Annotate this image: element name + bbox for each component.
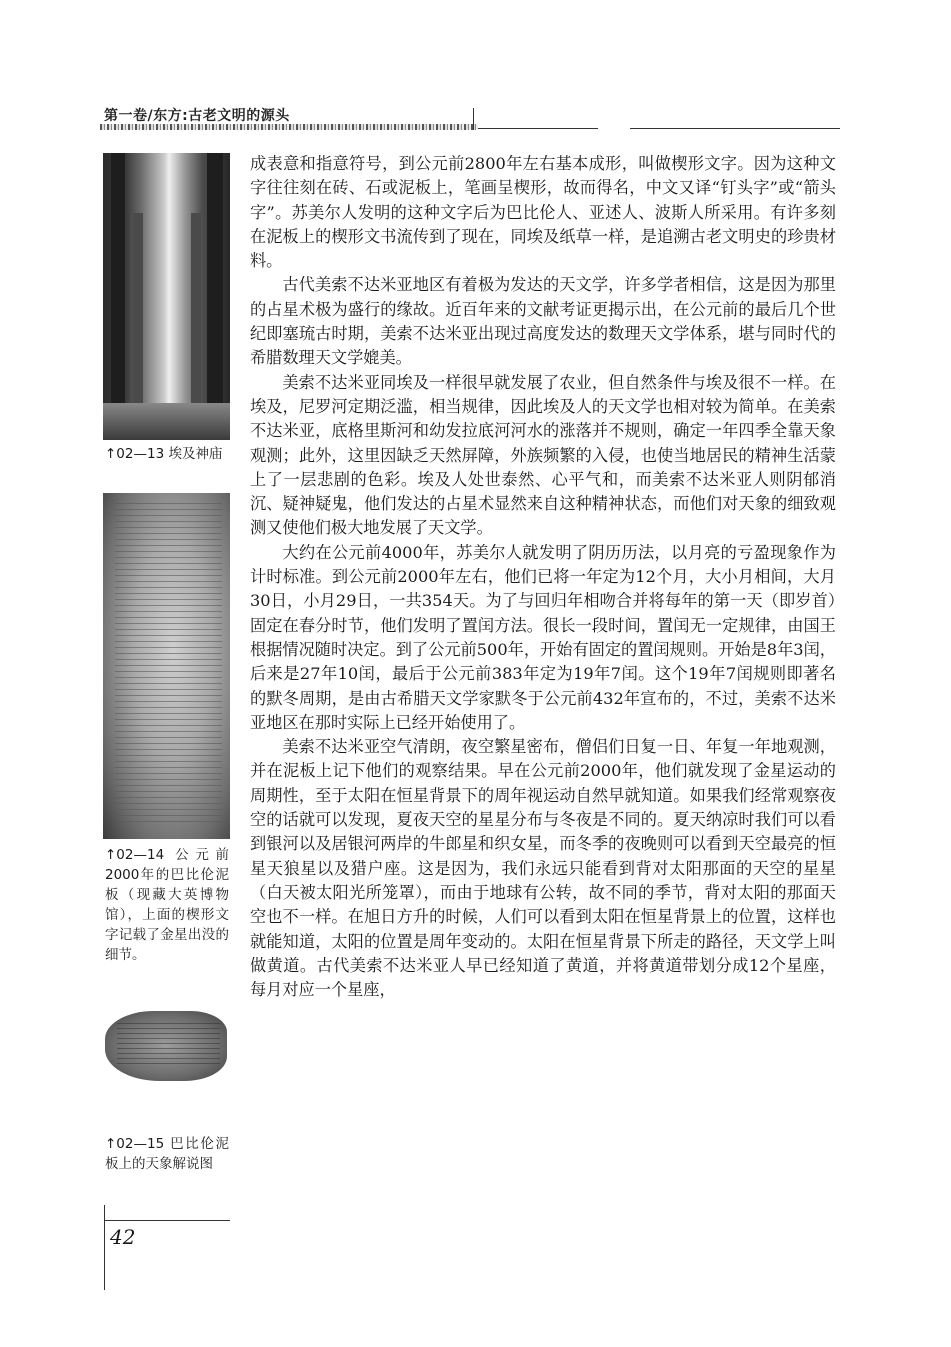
running-header-title: 第一卷/东方:古老文明的源头 — [104, 108, 290, 124]
footer-rule — [104, 1220, 230, 1221]
paragraph: 大约在公元前4000年，苏美尔人就发明了阴历历法，以月亮的亏盈现象作为计时标准。到公元前2000年左右，他们已将一年定为12个月，大小月相间，大月30日，小月29日，一共354天。为了与回归年相吻合并将每年的第一天（即岁首）固定在春分时节，他们发明了置闰方法。很长一段时间，置闰无一定规律，由国王根据情况随时决定。到了公元前500年，开始有固定的置闰规则。开始是8年3闰，后来是27年10闰，最后于公元前383年定为19年7闰。这个19年7闰规则即著名的默冬周期，是由古希腊天文学家默冬于公元前432年宣布的，不过，美索不达米亚地区在那时实际上已经开始使用了。 — [250, 542, 836, 732]
header-rule — [478, 128, 598, 129]
paragraph: 古代美索不达米亚地区有着极为发达的天文学，许多学者相信，这是因为那里的占星术极为盛行的缘故。近百年来的文献考证更揭示出，在公元前的最后几个世纪即塞琉古时期，美索不达米亚出现过高度发达的数理天文学体系，堪与同时代的希腊数理天文学媲美。 — [250, 275, 836, 368]
figure-babylonian-tablet-photo — [103, 493, 230, 839]
footer-vertical-rule — [104, 1205, 105, 1290]
header-divider-tick — [473, 108, 474, 130]
paragraph: 美索不达米亚空气清朗，夜空繁星密布，僧侣们日复一日、年复一年地观测，并在泥板上记下他们的观察结果。早在公元前2000年，他们就发现了金星运动的周期性，至于太阳在恒星背景下的周年视运动自然早就知道。如果我们经常观察夜空的话就可以发现，夏夜天空的星星分布与冬夜是不同的。夏天纳凉时我们可以看到银河以及居银河两岸的牛郎星和织女星，而冬季的夜晚则可以看到天空最亮的恒星天狼星以及猎户座。这是因为，我们永远只能看到背对太阳那面的天空的星星（白天被太阳光所笼罩），而由于地球有公转，故不同的季节，背对太阳的那面天空也不一样。在旭日方升的时候，人们可以看到太阳在恒星背景上的位置，这样也就能知道，太阳的位置是周年变动的。太阳在恒星背景下所走的路径，天文学上叫做黄道。古代美索不达米亚人早已经知道了黄道，并将黄道带划分成12个星座，每月对应一个星座， — [250, 737, 836, 1000]
body-text — [250, 152, 836, 1002]
figure-caption-3: ↑02—15 巴比伦泥板上的天象解说图 — [105, 1136, 229, 1172]
header-decorative-band — [100, 124, 478, 130]
figure-astronomy-tablet-photo — [103, 1003, 230, 1093]
figure-caption-2: ↑02—14 公元前2000年的巴比伦泥板（现藏大英博物馆），上面的楔形文字记载了金星出没的细节。 — [105, 847, 229, 963]
figure-caption-1: ↑02—13 埃及神庙 — [105, 446, 223, 462]
page-number: 42 — [110, 1225, 136, 1249]
paragraph: 成表意和指意符号，到公元前2800年左右基本成形，叫做楔形文字。因为这种文字往往刻在砖、石或泥板上，笔画呈楔形，故而得名，中文又译“钉头字”或“箭头字”。苏美尔人发明的这种文字后为巴比伦人、亚述人、波斯人所采用。有许多刻在泥板上的楔形文书流传到了现在，同埃及纸草一样，是追溯古老文明史的珍贵材料。 — [250, 154, 836, 271]
figure-egyptian-temple-photo — [103, 153, 230, 440]
paragraph: 美索不达米亚同埃及一样很早就发展了农业，但自然条件与埃及很不一样。在埃及，尼罗河定期泛滥，相当规律，因此埃及人的天文学也相对较为简单。在美索不达米亚，底格里斯河和幼发拉底河河水的涨落并不规则，确定一年四季全靠天象观测；此外，这里因缺乏天然屏障，外族频繁的入侵，也使当地居民的精神生活蒙上了一层悲剧的色彩。埃及人处世泰然、心平气和，而美索不达米亚人则阴郁消沉、疑神疑鬼，他们发达的占星术显然来自这种精神状态，而他们对天象的细致观测又使他们极大地发展了天文学。 — [250, 372, 836, 538]
header-rule-right — [630, 128, 840, 129]
